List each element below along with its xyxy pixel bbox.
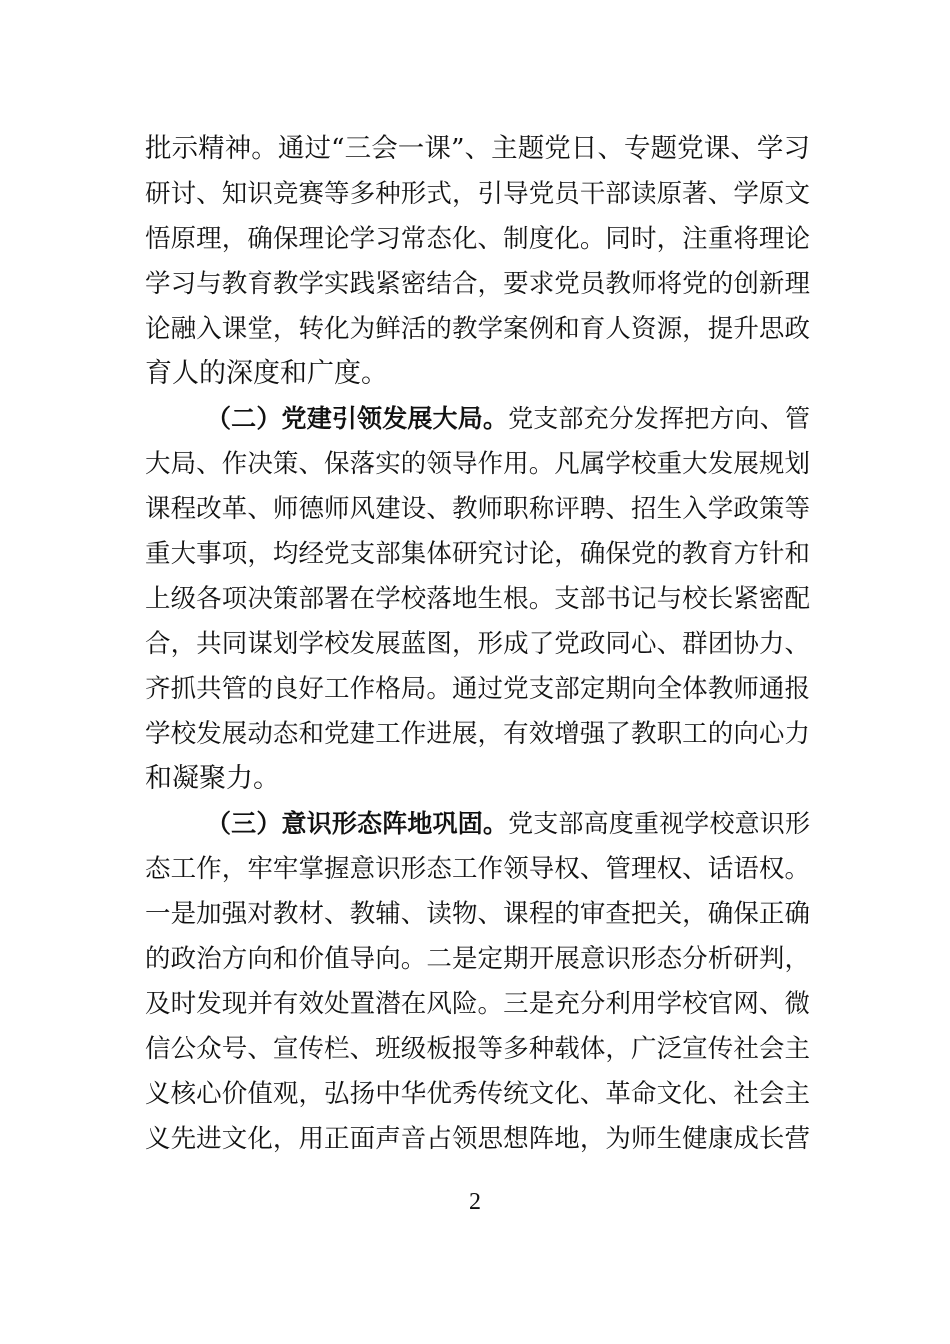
paragraph-3-line-4: 的政治方向和价值导向。二是定期开展意识形态分析研判， [145, 944, 810, 974]
paragraph-2-line-8: 学校发展动态和党建工作进展，有效增强了教职工的向心力 [145, 719, 810, 749]
paragraph-1-line-3: 悟原理，确保理论学习常态化、制度化。同时，注重将理论 [145, 224, 810, 254]
page-number: 2 [469, 1189, 481, 1215]
paragraph-1-line-1: 批示精神。通过“三会一课”、主题党日、专题党课、学习 [145, 133, 810, 164]
paragraph-2-line-7: 齐抓共管的良好工作格局。通过党支部定期向全体教师通报 [145, 674, 810, 704]
paragraph-3-line-3: 一是加强对教材、教辅、读物、课程的审查把关，确保正确 [145, 899, 810, 929]
paragraph-1-line-2: 研讨、知识竞赛等多种形式，引导党员干部读原著、学原文 [145, 179, 810, 209]
paragraph-3-first-line-text: 党支部高度重视学校意识形 [508, 809, 810, 838]
paragraph-3-line-8: 义先进文化，用正面声音占领思想阵地，为师生健康成长营 [145, 1124, 810, 1154]
section-heading-3: （三）意识形态阵地巩固。 [206, 809, 509, 838]
paragraph-3-line-6: 信公众号、宣传栏、班级板报等多种载体，广泛宣传社会主 [145, 1034, 810, 1064]
paragraph-1-line-6: 育人的深度和广度。 [145, 358, 388, 389]
paragraph-3-line-2: 态工作，牢牢掌握意识形态工作领导权、管理权、话语权。 [145, 854, 810, 884]
paragraph-2-first-line-text: 党支部充分发挥把方向、管 [508, 404, 810, 433]
paragraph-3-first-line [206, 806, 810, 842]
paragraph-2-line-6: 合，共同谋划学校发展蓝图，形成了党政同心、群团协力、 [145, 629, 810, 659]
paragraph-2-line-2: 大局、作决策、保落实的领导作用。凡属学校重大发展规划 [145, 449, 810, 479]
paragraph-2-line-4: 重大事项，均经党支部集体研究讨论，确保党的教育方针和 [145, 539, 810, 569]
paragraph-3-line-5: 及时发现并有效处置潜在风险。三是充分利用学校官网、微 [145, 989, 810, 1019]
section-heading-2: （二）党建引领发展大局。 [206, 404, 509, 433]
paragraph-2-line-3: 课程改革、师德师风建设、教师职称评聘、招生入学政策等 [145, 494, 810, 524]
paragraph-2-first-line [206, 401, 810, 437]
paragraph-1-line-5: 论融入课堂，转化为鲜活的教学案例和育人资源，提升思政 [145, 314, 810, 344]
paragraph-1-line-4: 学习与教育教学实践紧密结合，要求党员教师将党的创新理 [145, 269, 810, 299]
paragraph-2-line-5: 上级各项决策部署在学校落地生根。支部书记与校长紧密配 [145, 584, 810, 614]
paragraph-3-line-7: 义核心价值观，弘扬中华优秀传统文化、革命文化、社会主 [145, 1079, 810, 1109]
paragraph-2-line-9: 和凝聚力。 [145, 763, 280, 794]
